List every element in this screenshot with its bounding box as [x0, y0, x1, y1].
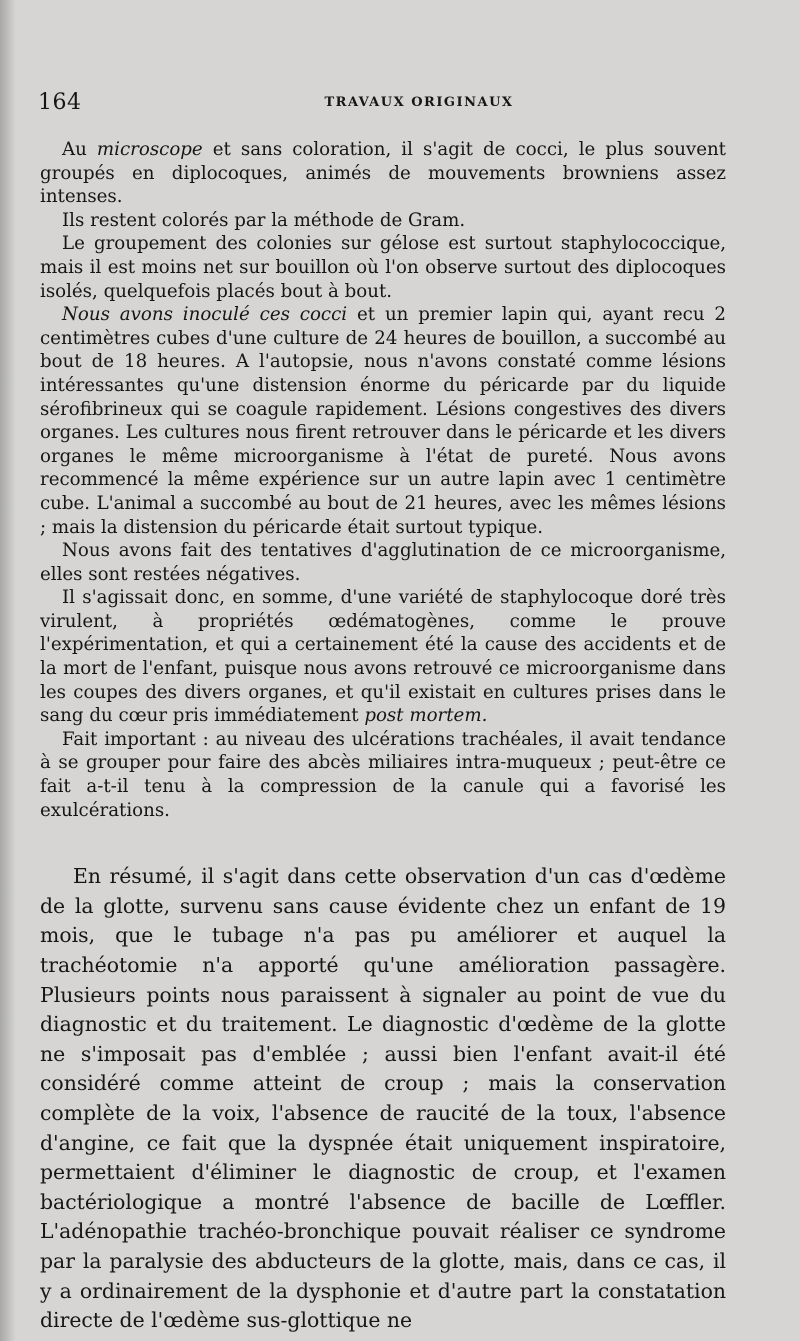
text-run: Fait important : au niveau des ulcérations trachéales, il avait tendance à se grouper pour faire des abcès miliaires intra-muqueux ; peut-être ce fait a-t-il tenu à la compression de la canule qui a favorisé les exulcérations. — [40, 728, 726, 821]
text-run: Au — [62, 139, 97, 160]
binding-shadow — [0, 0, 16, 1341]
paragraph — [40, 728, 726, 822]
paragraph — [40, 232, 726, 303]
italic-text: Nous avons inoculé ces cocci — [62, 304, 348, 326]
observation-details — [40, 138, 726, 822]
paragraph — [40, 862, 726, 1336]
text-run: Il s'agissait donc, en somme, d'une variété de staphylocoque doré très virulent, à propriétés œdématogènes, comme le prouve l'expérimentation, et qui a certainement été la cause des accidents et de la mort de l'enfant, puisque nous avons retrouvé ce microorganisme dans les coupes des divers organes, et qu'il existait en cultures prises dans le sang du cœur pris immédiatement — [40, 587, 726, 727]
summary-section — [40, 862, 726, 1336]
italic-text: microscope — [96, 139, 203, 160]
page-number: 164 — [38, 90, 82, 115]
paragraph — [40, 138, 726, 209]
text-run: En résumé, il s'agit dans cette observation d'un cas d'œdème de la glotte, survenu sans cause évidente chez un enfant de 19 mois, que le tubage n'a pas pu améliorer et auquel la trachéotomie n'a apporté qu'une amélioration passagère. Plusieurs points nous paraissent à signaler au point de vue du diagnostic et du traitement. Le diagnostic d'œdème de la glotte ne s'imposait pas d'emblée ; aussi bien l'enfant avait-il été considéré comme atteint de croup ; mais la conservation complète de la voix, l'absence de raucité de la toux, l'absence d'angine, ce fait que la dyspnée était uniquement inspiratoire, permettaient d'éliminer le diagnostic de croup, et l'examen bactériologique a montré l'absence de bacille de Lœffler. L'adénopathie trachéo-bronchique pouvait réaliser ce syndrome par la paralysie des abducteurs de la glotte, mais, dans ce cas, il y a ordinairement de la dysphonie et d'autre part la constatation directe de l'œdème sus-glottique ne — [40, 864, 726, 1333]
text-run: et un premier lapin qui, ayant recu 2 centimètres cubes d'une culture de 24 heures de bouillon, a succombé au bout de 18 heures. A l'autopsie, nous n'avons constaté comme lésions intéressantes qu'une distension énorme du péricarde par du liquide sérofibrineux qui se coagule rapidement. Lésions congestives des divers organes. Les cultures nous firent retrouver dans le péricarde et les divers organes le même microorganisme à l'état de pureté. Nous avons recommencé la même expérience sur un autre lapin avec 1 centimètre cube. L'animal a succombé au bout de 21 heures, avec les mêmes lésions ; mais la distension du péricarde était surtout typique. — [40, 304, 726, 538]
page-body — [40, 138, 726, 1336]
paragraph — [40, 586, 726, 728]
text-run: Nous avons fait des tentatives d'agglutination de ce microorganisme, elles sont restées négatives. — [40, 540, 726, 585]
paragraph — [40, 303, 726, 539]
paragraph — [40, 209, 726, 233]
text-run: et sans coloration, il s'agit de cocci, le plus souvent groupés en diplocoques, animés de mouvements browniens assez intenses. — [40, 139, 726, 208]
paragraph — [40, 539, 726, 586]
running-title: TRAVAUX ORIGINAUX — [324, 95, 514, 110]
text-run: Le groupement des colonies sur gélose est surtout staphylococcique, mais il est moins net sur bouillon où l'on observe surtout des diplocoques isolés, quelquefois placés bout à bout. — [40, 233, 726, 302]
text-run: Ils restent colorés par la méthode de Gram. — [62, 209, 466, 231]
page-header — [38, 90, 760, 118]
italic-text: post mortem. — [364, 705, 488, 727]
